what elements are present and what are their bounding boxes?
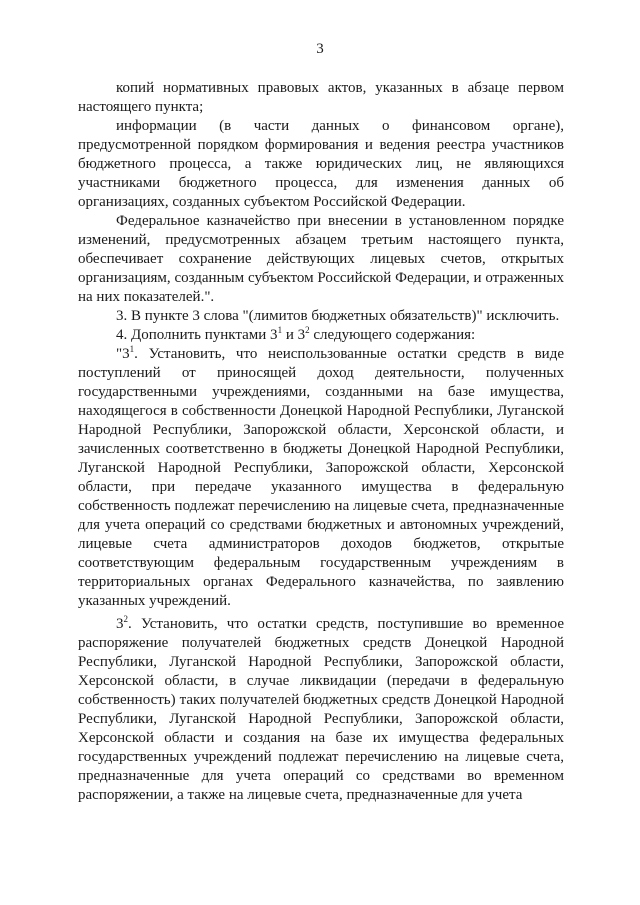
paragraph-item-4 — [78, 326, 564, 345]
point-3-1-sup: 1 — [129, 344, 135, 354]
item-4-sup-2: 2 — [305, 325, 310, 335]
item-4-end: следующего содержания: — [309, 327, 476, 343]
paragraph-information: информации (в части данных о финансовом органе), предусмотренной порядком формирования и ведения реестра участников бюджетного процесса, а также юридических лиц, не являющихся участниками бюджетного процесса, для изменения данных об организациях, созданных субъектом Российской Федерации. — [78, 118, 564, 210]
paragraph-point-3-2 — [78, 615, 564, 805]
paragraph-point-3-1 — [78, 345, 564, 611]
page-number: 3 — [316, 41, 324, 57]
item-4-mid: и 3 — [282, 327, 306, 343]
point-3-1-text: . Установить, что неиспользованные остатки средств в виде поступлений от приносящей доход деятельности, полученных государственными учреждениями, созданными на базе имущества, находящегося в собственности Донецкой Народной Республики, Луганской Народной Республики, Запорожской области, Херсонской области, и зачисленных соответственно в бюджеты Донецкой Народной Республики, Луганской Народной Республики, Запорожской области, Херсонской области, при передаче указанного имущества в федеральную собственность подлежат перечислению на лицевые счета, предназначенные для учета операций со средствами бюджетных и автономных учреждений, лицевые счета администраторов доходов бюджетов, открытые соответствующим федеральным государственным учреждениям в территориальных органах Федерального казначейства, по заявлению указанных учреждений. — [78, 346, 564, 609]
paragraph-copies: копий нормативных правовых актов, указанных в абзаце первом настоящего пункта; — [78, 80, 564, 115]
document-body — [78, 79, 564, 805]
item-4-start: 4. Дополнить пунктами 3 — [116, 327, 278, 343]
point-3-1-number: "3 — [116, 346, 130, 362]
paragraph-treasury: Федеральное казначейство при внесении в установленном порядке изменений, предусмотренных абзацем третьим настоящего пункта, обеспечивает сохранение действующих лицевых счетов, открытых организациям, созданным субъектом Российской Федерации, и отраженных на них показателей.". — [78, 213, 564, 305]
item-4-sup-1: 1 — [277, 325, 283, 335]
point-3-2-number: 3 — [116, 616, 124, 632]
point-3-2-text: . Установить, что остатки средств, поступившие во временное распоряжение получателей бюджетных средств Донецкой Народной Республики, Луганской Народной Республики, Запорожской области, Херсонской области, в случае ликвидации (передачи в федеральную собственность) таких получателей бюджетных средств Донецкой Народной Республики, Луганской Народной Республики, Запорожской области, Херсонской области и создания на базе их имущества федеральных государственных учреждений подлежат перечислению на лицевые счета, предназначенные для учета операций со средствами во временном распоряжении, а также на лицевые счета, предназначенные для учета — [78, 616, 564, 803]
paragraph-item-3: 3. В пункте 3 слова "(лимитов бюджетных обязательств)" исключить. — [116, 308, 560, 324]
point-3-2-sup: 2 — [123, 614, 128, 624]
